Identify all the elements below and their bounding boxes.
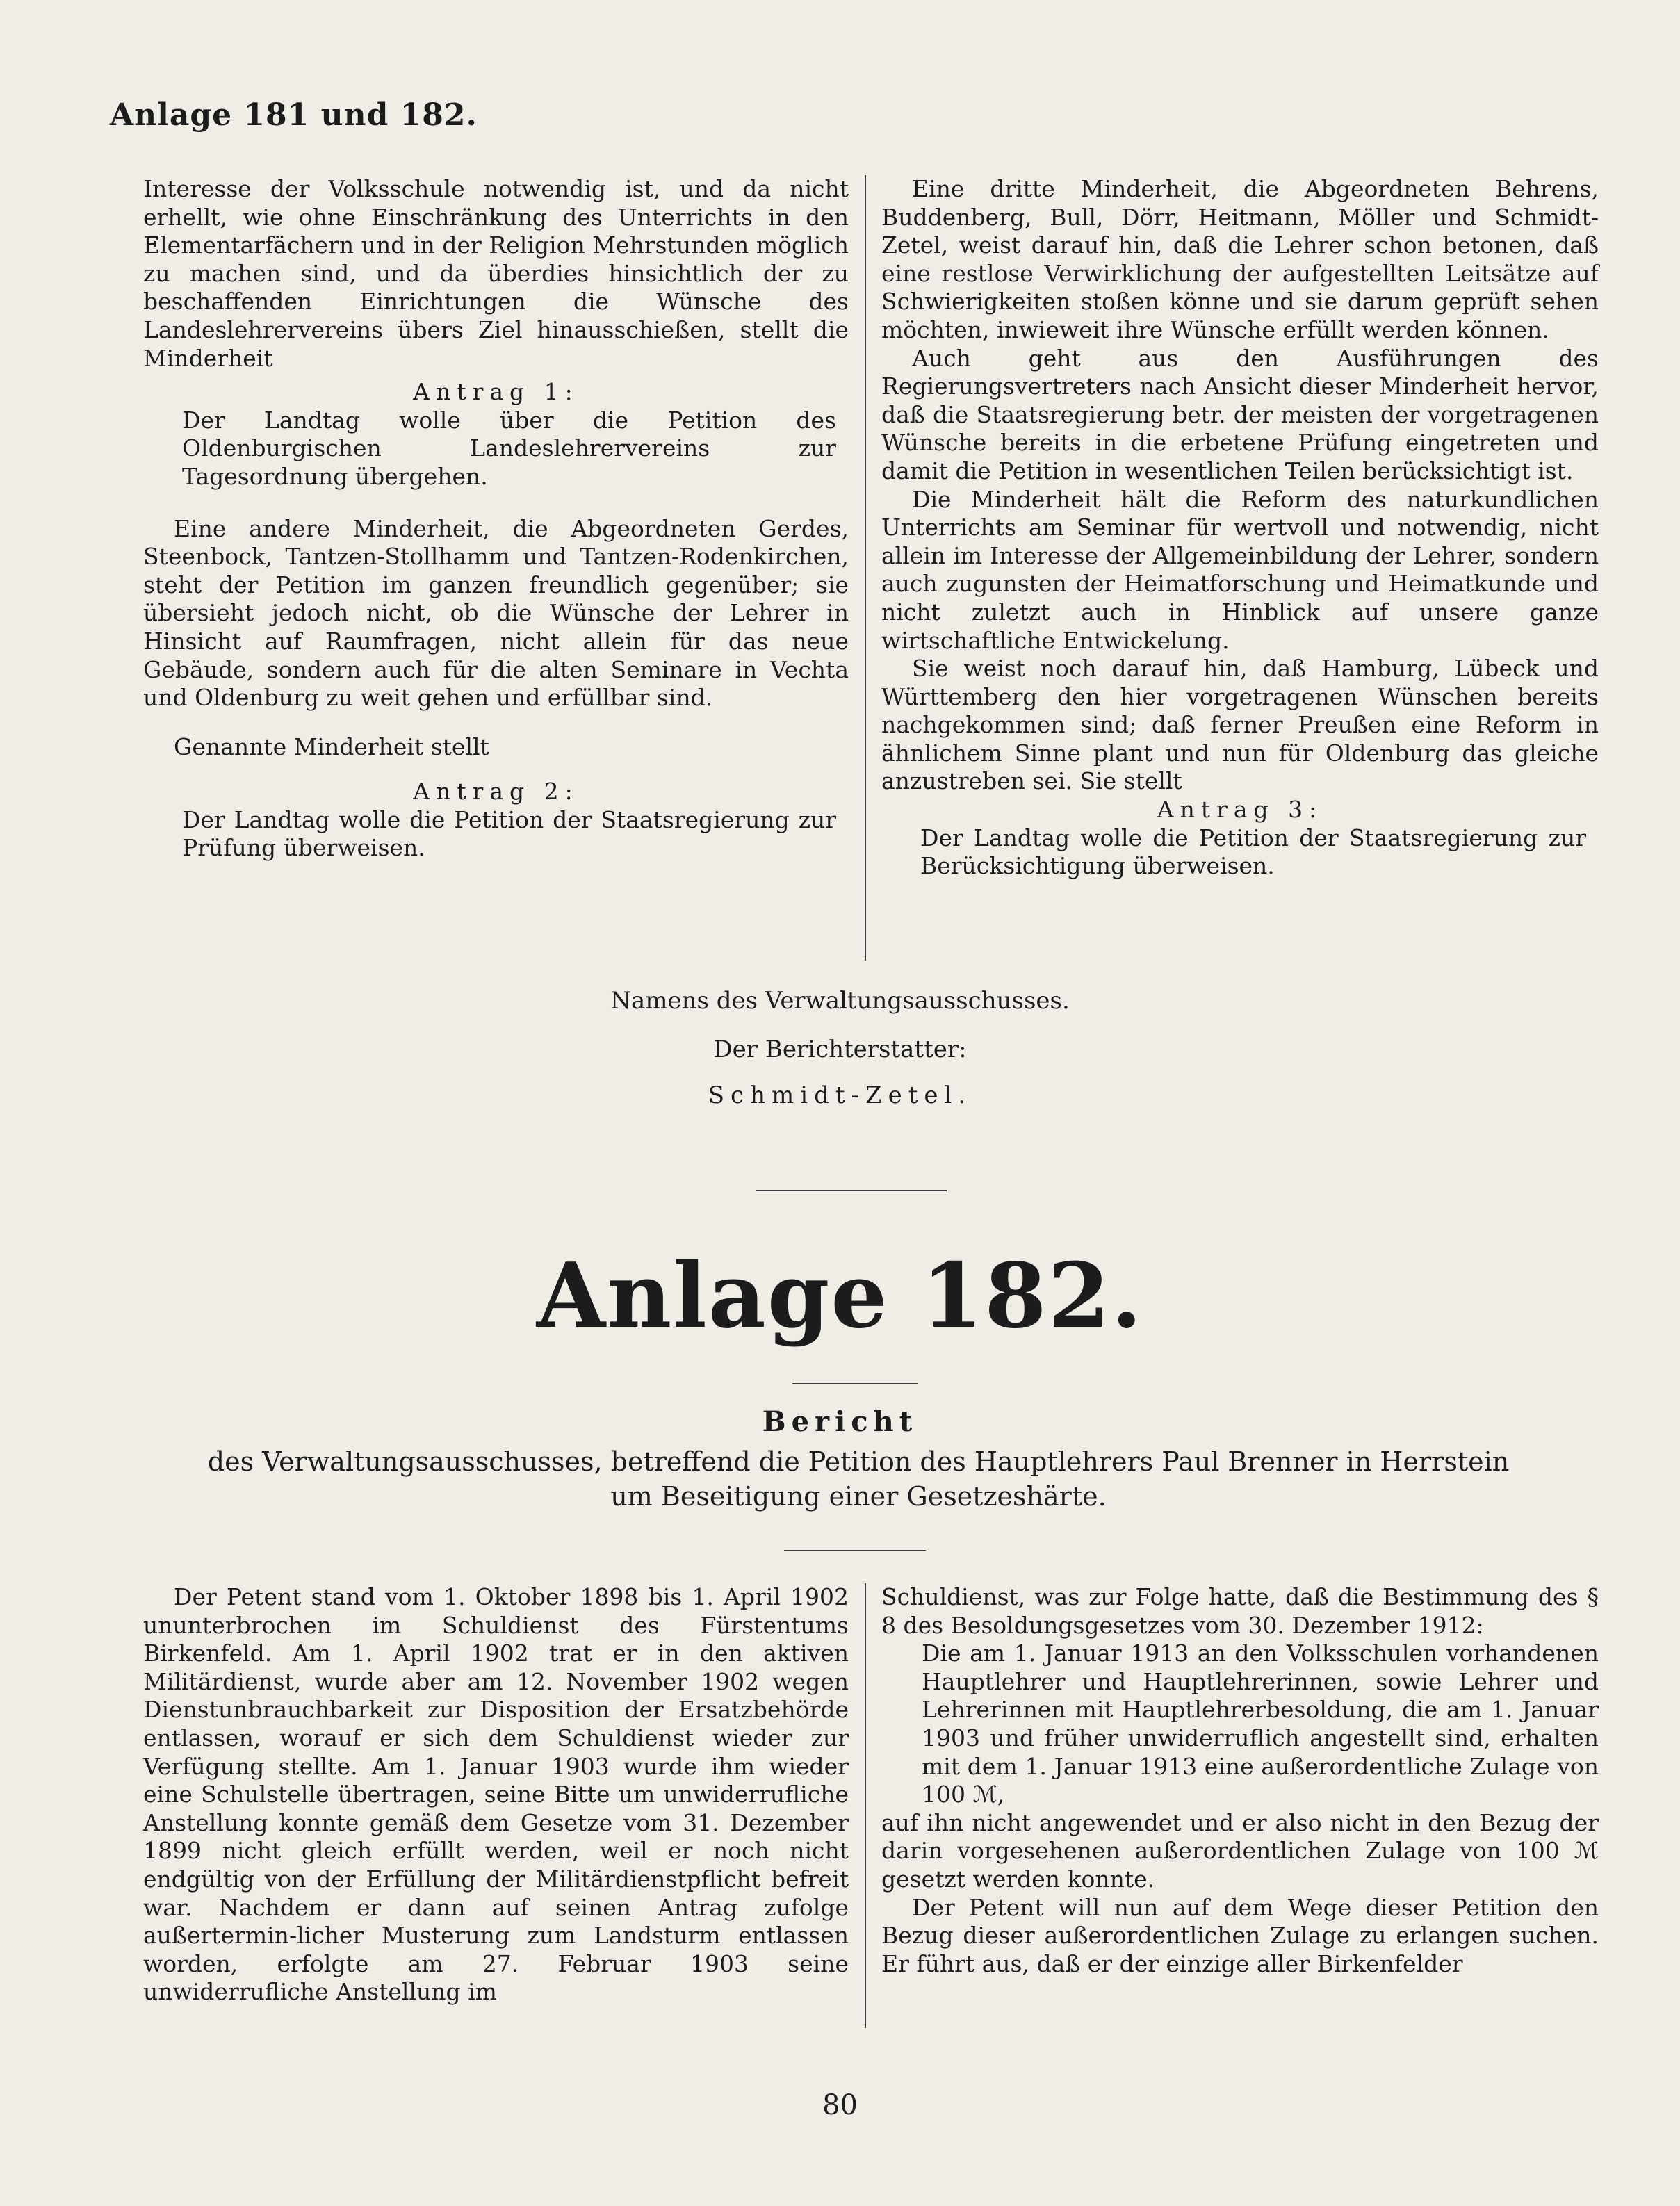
section-separator [756,1190,947,1191]
subtitle-underline [784,1550,926,1551]
report-heading: Bericht [762,1405,918,1438]
anlage182-left-column [143,1583,849,2007]
signature-name: Schmidt-Zetel. [708,1081,972,1109]
running-header: Anlage 181 und 182. [110,97,478,133]
motion-label: Antrag 1: [413,378,579,406]
anlage182-right-column [881,1583,1599,1978]
signature-committee: Namens des Verwaltungsausschusses. [610,987,1070,1015]
paragraph: auf ihn nicht angewendet und er also nicht in den Bezug der darin vorgesehenen außerordentlichen Zulage von 100 ℳ gesetzt werden konnte. [881,1808,1599,1893]
anlage181-left-column [143,175,849,863]
anlage181-right-column [881,175,1599,881]
motion-label: Antrag 3: [1157,796,1323,824]
title-underline [792,1383,918,1384]
page-title: Anlage 182. [536,1244,1144,1348]
paragraph: Schuldienst, was zur Folge hatte, daß die Bestimmung des § 8 des Besoldungsgesetzes vom 30. Dezember 1912: [881,1583,1599,1639]
paragraph: Der Petent stand vom 1. Oktober 1898 bis 1. April 1902 ununterbrochen im Schuldienst des Fürstentums Birkenfeld. Am 1. April 1902 trat er in den aktiven Militärdienst, wurde aber am 12. November 1902 wegen Dienstunbrauchbarkeit zur Disposition der Ersatzbehörde entlassen, worauf er sich dem Schuldienst wieder zur Verfügung stellte. Am 1. Januar 1903 wurde ihm wieder eine Schulstelle übertragen, seine Bitte um unwiderrufliche Anstellung konnte gemäß dem Gesetze vom 31. Dezember 1899 nicht gleich erfüllt werden, weil er noch nicht endgültig von der Erfüllung der Militärdienstpflicht befreit war. Nachdem er dann auf seinen Antrag zufolge außertermin-licher Musterung zum Landsturm entlassen worden, erfolgte am 27. Februar 1903 seine unwiderrufliche Anstellung im [143,1583,849,2006]
page-number: 80 [822,2089,858,2121]
paragraph: Eine dritte Minderheit, die Abgeordneten Behrens, Buddenberg, Bull, Dörr, Heitmann, Möller und Schmidt-Zetel, weist darauf hin, daß die Lehrer schon betonen, daß eine restlose Verwirklichung der aufgestellten Leitsätze auf Schwierigkeiten stoßen könne und sie darum geprüft sehen möchten, inwieweit ihre Wünsche erfüllt werden können. [881,175,1599,343]
report-subtitle [104,1444,1613,1514]
paragraph: Der Petent will nun auf dem Wege dieser Petition den Bezug dieser außerordentlichen Zulage zu erlangen suchen. Er führt aus, daß er der einzige aller Birkenfelder [881,1893,1599,1977]
law-quote: Die am 1. Januar 1913 an den Volksschulen vorhandenen Hauptlehrer und Hauptlehrerinnen, sowie Lehrer und Lehrerinnen mit Hauptlehrerbesoldung, die am 1. Januar 1903 und früher unwiderruflich angestellt sind, erhalten mit dem 1. Januar 1913 eine außerordentliche Zulage von 100 ℳ, [922,1640,1599,1808]
column-divider [865,1583,866,2028]
subtitle-line: um Beseitigung einer Gesetzeshärte. [610,1481,1107,1512]
column-divider [865,175,866,961]
paragraph: Sie weist noch darauf hin, daß Hamburg, Lübeck und Württemberg den hier vorgetragenen Wünschen bereits nachgekommen sind; daß ferner Preußen eine Reform in ähnlichem Sinne plant und nun für Oldenburg das gleiche anzustreben sei. Sie stellt [881,655,1599,795]
paragraph: Auch geht aus den Ausführungen des Regierungsvertreters nach Ansicht dieser Minderheit hervor, daß die Staatsregierung betr. der meisten der vorgetragenen Wünsche bereits in die erbetene Prüfung eingetreten und damit die Petition in wesentlichen Teilen berücksichtigt ist. [881,344,1599,484]
paragraph: Interesse der Volksschule notwendig ist, und da nicht erhellt, wie ohne Einschränkung des Unterrichts in den Elementarfächern und in der Religion Mehrstunden möglich zu machen sind, und da überdies hinsichtlich der zu beschaffenden Einrichtungen die Wünsche des Landeslehrervereins übers Ziel hinausschießen, stellt die Minderheit [143,175,849,372]
signature-role: Der Berichterstatter: [713,1036,967,1063]
subtitle-line: des Verwaltungsausschusses, betreffend die Petition des Hauptlehrers Paul Brenner in Herrstein [207,1446,1510,1477]
motion-text: Der Landtag wolle die Petition der Staatsregierung zur Prüfung überweisen. [182,806,836,862]
paragraph: Eine andere Minderheit, die Abgeordneten Gerdes, Steenbock, Tantzen-Stollhamm und Tantzen-Rodenkirchen, steht der Petition im ganzen freundlich gegenüber; sie übersieht jedoch nicht, ob die Wünsche der Lehrer in Hinsicht auf Raumfragen, nicht allein für das neue Gebäude, sondern auch für die alten Seminare in Vechta und Oldenburg zu weit gehen und erfüllbar sind. [143,514,849,712]
paragraph: Genannte Minderheit stellt [174,733,489,760]
paragraph: Die Minderheit hält die Reform des naturkundlichen Unterrichts am Seminar für wertvoll und notwendig, nicht allein im Interesse der Allgemeinbildung der Lehrer, sondern auch zugunsten der Heimatforschung und Heimatkunde und nicht zuletzt auch in Hinblick auf unsere ganze wirtschaftliche Entwickelung. [881,485,1599,654]
motion-text: Der Landtag wolle über die Petition des Oldenburgischen Landeslehrervereins zur Tagesordnung übergehen. [182,406,836,490]
motion-text: Der Landtag wolle die Petition der Staatsregierung zur Berücksichtigung überweisen. [920,824,1586,880]
motion-label: Antrag 2: [413,778,579,806]
